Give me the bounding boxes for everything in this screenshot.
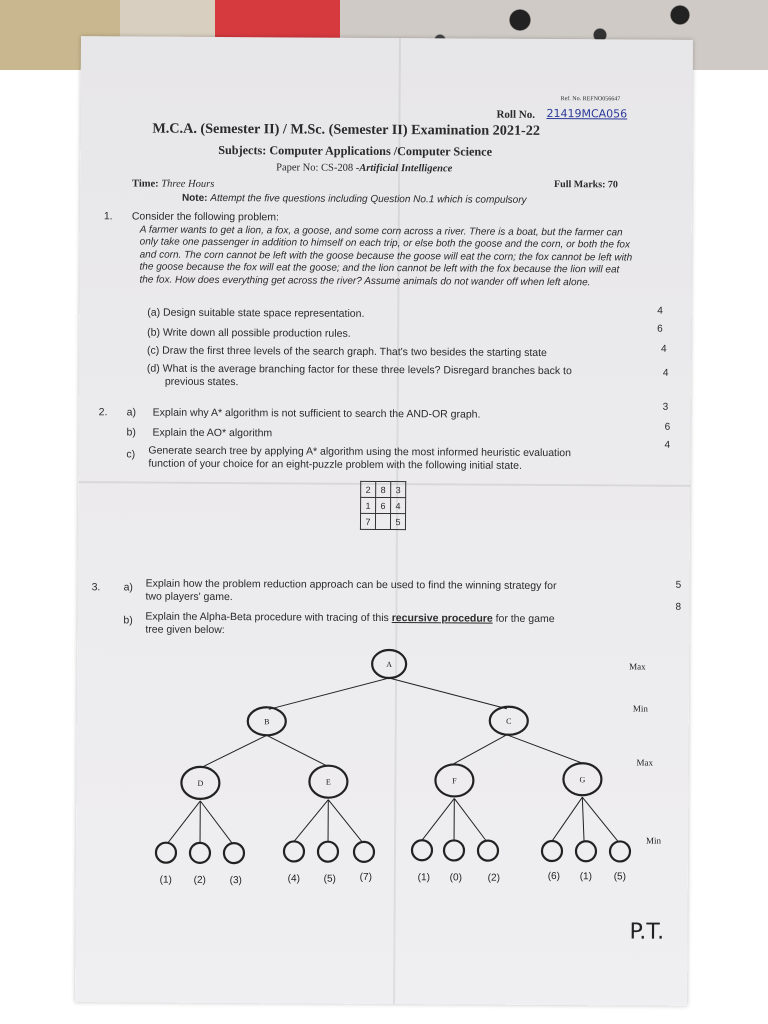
- q1-a: (a) Design suitable state space representation.: [147, 306, 365, 320]
- tree-edge: [453, 734, 507, 764]
- q3-b-underlined: recursive procedure: [391, 612, 493, 625]
- puzzle-cell: 3: [391, 482, 406, 498]
- leaf-value: (5): [613, 871, 626, 883]
- tree-edge: [552, 797, 582, 841]
- subjects: Subjects: Computer Applications /Computer Science: [218, 142, 493, 159]
- leaf-value: (3): [229, 875, 242, 887]
- paper-name: Artificial Intelligence: [359, 162, 453, 175]
- q1-b: (b) Write down all possible production rules.: [147, 326, 351, 340]
- tree-leaf: [444, 840, 464, 860]
- game-tree: [76, 636, 690, 900]
- tree-node-label: E: [325, 777, 331, 787]
- q2-c-marks: 4: [664, 439, 671, 451]
- q2-number: 2.: [98, 406, 108, 419]
- tree-node-label: C: [506, 716, 512, 726]
- q1-b-marks: 6: [657, 323, 663, 335]
- tree-edge: [269, 677, 389, 710]
- note-text: Attempt the five questions including Question No.1 which is compulsory: [210, 192, 527, 206]
- q3-a-marks: 5: [675, 579, 682, 591]
- level-label-max: Max: [636, 757, 654, 768]
- q1-d-marks: 4: [662, 367, 669, 379]
- puzzle-cell: 8: [376, 481, 391, 497]
- tree-leaf: [224, 843, 244, 863]
- q2-c-line1: Generate search tree by applying A* algorithm using the most informed heuristic evaluation: [148, 444, 572, 460]
- leaf-value: (1): [579, 871, 592, 883]
- time-label: Time:: [132, 178, 159, 190]
- time: [132, 178, 214, 190]
- note-label: Note:: [181, 192, 208, 204]
- q3-b-text-end: for the game: [492, 612, 555, 626]
- q3-b-line1: [145, 611, 554, 625]
- q3-a-line2: two players' game.: [145, 590, 233, 604]
- exam-paper: [75, 36, 693, 1006]
- time-value: Three Hours: [161, 178, 215, 190]
- exam-title: M.C.A. (Semester II) / M.Sc. (Semester II) Examination 2021-22: [152, 120, 541, 139]
- tree-leaf: [412, 840, 432, 860]
- q1-paragraph: A farmer wants to get a lion, a fox, a goose, and some corn across a river. There is a boat, but the farmer can only take one passenger in addition to himself on each trip, or else both the goose and the corn, or both the fox and corn. The corn cannot be left with the goose because the goose will eat the corn; the fox cannot be left with the goose because the fox will eat the goose; and the lion cannot be left with the fox because the lion will eat the fox. How does everything get across the river? Assume animals do not wander off when left alone.: [139, 224, 633, 288]
- puzzle-cell: [375, 513, 390, 529]
- level-label-max: Max: [629, 661, 646, 672]
- tree-leaf: [478, 841, 498, 861]
- q1-d-line2: previous states.: [164, 375, 239, 389]
- q2-b: Explain the AO* algorithm: [152, 426, 273, 440]
- puzzle-cell: 7: [360, 513, 375, 529]
- tree-leaf: [318, 842, 338, 862]
- q1-a-marks: 4: [657, 305, 663, 317]
- tree-leaf: [156, 843, 176, 863]
- q1-number: 1.: [103, 210, 113, 223]
- tree-edge: [328, 800, 362, 842]
- q2-b-marks: 6: [664, 421, 671, 433]
- leaf-value: (1): [417, 872, 430, 884]
- tree-edge: [454, 798, 486, 840]
- please-turn-over: P.T.: [629, 919, 665, 945]
- q1-c: (c) Draw the first three levels of the search graph. That's two besides the starting state: [147, 344, 547, 359]
- tree-edge: [389, 678, 507, 709]
- q2-c-label: c): [126, 448, 136, 461]
- q1-c-marks: 4: [661, 343, 667, 355]
- puzzle-cell: 4: [391, 498, 406, 514]
- level-label-min: Min: [646, 835, 662, 846]
- tree-edge: [202, 735, 266, 767]
- q3-b-marks: 8: [675, 601, 682, 613]
- q3-b-line2: tree given below:: [145, 623, 225, 637]
- q1-intro: Consider the following problem:: [131, 210, 279, 224]
- tree-edge: [168, 801, 200, 843]
- ref-no: Ref. No. REFNO056647: [560, 96, 621, 103]
- puzzle-cell: 2: [361, 481, 376, 497]
- leaf-value: (6): [547, 871, 560, 883]
- q3-a-line1: Explain how the problem reduction approach can be used to find the winning strategy for: [145, 577, 557, 593]
- q3-number: 3.: [91, 581, 101, 594]
- leaf-value: (0): [449, 872, 462, 884]
- q1-d-line1: (d) What is the average branching factor for these three levels? Disregard branches back to: [146, 362, 572, 378]
- roll-value: 21419MCA056: [546, 106, 628, 121]
- tree-node-label: A: [386, 660, 393, 670]
- leaf-value: (2): [487, 872, 500, 884]
- paper-label: Paper No: CS-208 -: [276, 162, 360, 174]
- q3-b-text: Explain the Alpha-Beta procedure with tracing of this: [145, 610, 392, 625]
- leaf-value: (2): [193, 874, 206, 886]
- q3-b-label: b): [123, 614, 133, 627]
- puzzle-cell: 5: [390, 514, 405, 530]
- leaf-value: (4): [287, 873, 300, 885]
- tree-edge: [507, 735, 583, 763]
- tree-edge: [200, 801, 232, 843]
- level-label-min: Min: [632, 703, 648, 714]
- tree-node-label: G: [579, 775, 586, 785]
- tree-edge: [294, 799, 328, 841]
- puzzle-cell: 1: [361, 497, 376, 513]
- full-marks: Full Marks: 70: [554, 179, 618, 191]
- paper-no: [276, 162, 452, 174]
- leaf-value: (5): [323, 873, 336, 885]
- tree-edge: [582, 797, 584, 841]
- roll-label: Roll No.: [496, 108, 536, 121]
- q2-a-marks: 3: [662, 401, 669, 413]
- tree-leaf: [542, 841, 562, 861]
- leaf-value: (1): [159, 874, 172, 886]
- q3-a-label: a): [123, 581, 133, 594]
- tree-leaf: [576, 841, 596, 861]
- tree-edge: [422, 798, 454, 840]
- tree-leaf: [190, 843, 210, 863]
- q2-b-label: b): [126, 426, 136, 439]
- tree-edge: [582, 797, 618, 841]
- eight-puzzle-grid: [360, 481, 406, 530]
- tree-node-label: D: [197, 778, 204, 788]
- note: [182, 193, 527, 206]
- q2-a-label: a): [126, 406, 137, 419]
- tree-leaf: [284, 841, 304, 861]
- tree-leaf: [610, 841, 630, 861]
- q2-c-line2: function of your choice for an eight-puzzle problem with the following initial state.: [148, 457, 522, 472]
- tree-node-label: B: [264, 717, 270, 727]
- tree-leaf: [354, 842, 374, 862]
- puzzle-cell: 6: [376, 497, 391, 513]
- q2-a: Explain why A* algorithm is not sufficient to search the AND-OR graph.: [152, 406, 481, 421]
- tree-node-label: F: [452, 776, 457, 786]
- leaf-value: (7): [359, 871, 372, 883]
- tree-edge: [267, 735, 327, 765]
